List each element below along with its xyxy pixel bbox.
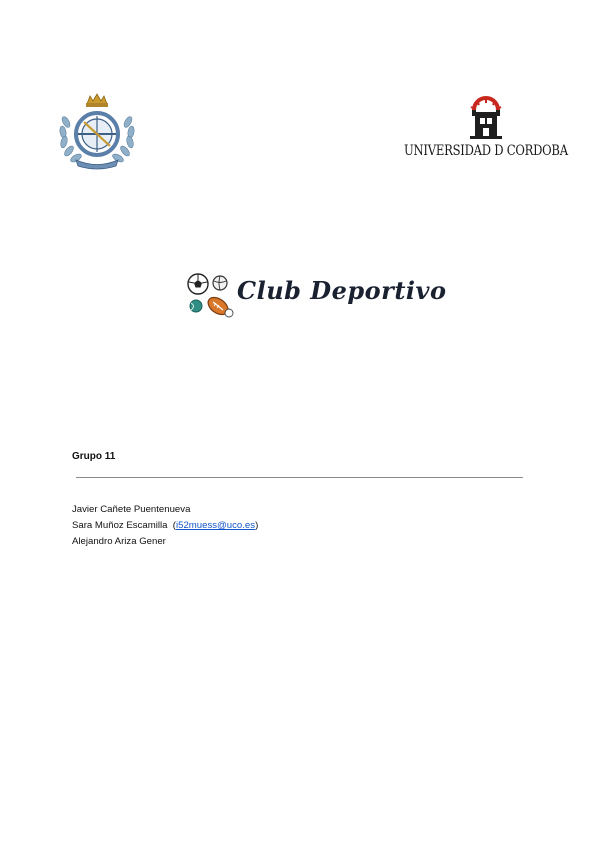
author-name: Sara Muñoz Escamilla <box>72 520 168 531</box>
author-name: Javier Cañete Puentenueva <box>72 504 191 515</box>
eps-crest-logo <box>56 92 138 170</box>
authors-list <box>72 502 258 550</box>
club-title: Club Deportivo <box>237 276 447 305</box>
author-name: Alejandro Ariza Gener <box>72 536 166 547</box>
eps-crest-icon <box>56 92 138 170</box>
group-title: Grupo 11 <box>72 451 116 462</box>
author-item: Sara Muñoz Escamilla (i52muess@uco.es) <box>72 520 259 531</box>
uco-tower-icon <box>404 96 566 142</box>
author-item <box>72 534 258 550</box>
sports-balls-icon <box>185 272 235 318</box>
uco-name: UNIVERSIDAD D CORDOBA <box>404 143 568 159</box>
uco-logo <box>404 96 566 164</box>
author-item <box>72 502 258 518</box>
club-deportivo-logo <box>185 270 447 318</box>
author-email-link[interactable]: i52muess@uco.es <box>175 520 256 531</box>
divider-line <box>76 477 523 478</box>
